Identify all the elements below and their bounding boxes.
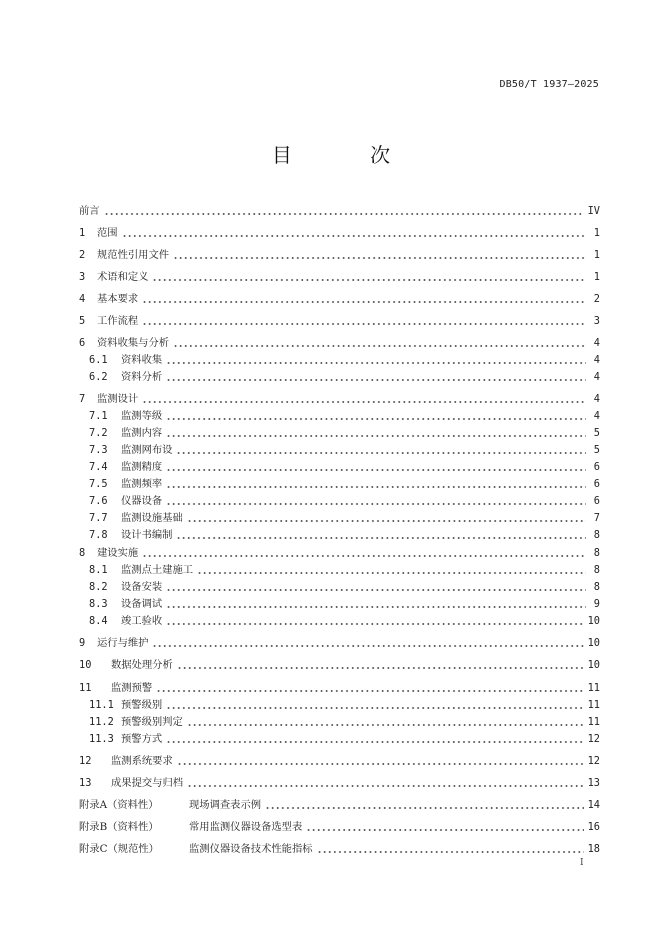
toc-entry-page: 5 [593, 427, 600, 439]
toc-entry[interactable] [89, 696, 600, 712]
toc-entry-page: 10 [587, 637, 600, 649]
toc-leader-dots [177, 667, 584, 669]
toc-entry[interactable] [79, 246, 600, 262]
toc-leader-dots [152, 645, 583, 647]
toc-entry[interactable] [79, 390, 600, 406]
toc-entry[interactable] [89, 561, 600, 577]
document-code: DB50/T 1937—2025 [499, 79, 599, 90]
toc-entry-label: 监测设计 [97, 393, 139, 405]
toc-entry-number: 7.3 [89, 444, 108, 456]
toc-leader-dots [142, 301, 586, 303]
toc-entry-label: 资料分析 [121, 371, 163, 383]
toc-leader-dots [166, 486, 586, 488]
toc-entry[interactable] [79, 679, 600, 695]
toc-entry-label: 成果提交与归档 [111, 777, 184, 789]
toc-entry-label: 设备调试 [121, 598, 163, 610]
toc-entry-number: 2 [79, 249, 86, 261]
toc-entry-number: 11 [79, 682, 92, 694]
toc-leader-dots [142, 555, 586, 557]
toc-leader-dots [317, 851, 584, 853]
toc-entry-page: 3 [593, 315, 600, 327]
toc-entry-label: 监测网布设 [121, 444, 173, 456]
toc-entry-number: 10 [79, 659, 92, 671]
toc-entry-label: 监测频率 [121, 478, 163, 490]
toc-entry-label: 常用监测仪器设备选型表 [189, 821, 303, 833]
toc-entry-number: 7.1 [89, 410, 108, 422]
toc-entry-page: 4 [593, 354, 600, 366]
toc-entry[interactable] [89, 458, 600, 474]
toc-entry-label: 设计书编制 [121, 529, 173, 541]
toc-entry-page: 2 [593, 293, 600, 305]
toc-entry-page: 18 [587, 843, 600, 855]
toc-entry-page: 16 [587, 821, 600, 833]
toc-leader-dots [166, 741, 583, 743]
toc-entry-page: 9 [593, 598, 600, 610]
toc-entry[interactable] [79, 312, 600, 328]
toc-entry-label: 范围 [97, 227, 118, 239]
toc-entry-label: 术语和定义 [97, 271, 149, 283]
toc-entry-page: 11 [587, 682, 600, 694]
toc-entry-number: 7.2 [89, 427, 108, 439]
toc-entry-number: 7.8 [89, 529, 108, 541]
toc-entry-page: 4 [593, 371, 600, 383]
toc-entry-page: 13 [587, 777, 600, 789]
toc-entry-page: 6 [593, 495, 600, 507]
toc-leader-dots [265, 807, 584, 809]
toc-entry-number: 附录A（资料性） [79, 799, 159, 811]
toc-entry-label: 竣工验收 [121, 615, 163, 627]
toc-entry-number: 7.4 [89, 461, 108, 473]
toc-entry-label: 数据处理分析 [111, 659, 173, 671]
toc-entry-label: 监测内容 [121, 427, 163, 439]
toc-entry-label: 基本要求 [97, 293, 139, 305]
toc-entry-label: 现场调查表示例 [189, 799, 262, 811]
toc-entry[interactable] [79, 752, 600, 768]
toc-entry[interactable] [89, 595, 600, 611]
page-number: I [580, 858, 584, 868]
toc-entry-number: 9 [79, 637, 86, 649]
toc-entry-number: 8.3 [89, 598, 108, 610]
page-title: 目 次 [271, 143, 427, 167]
toc-entry[interactable] [89, 509, 600, 525]
toc-entry[interactable] [89, 526, 600, 542]
toc-leader-dots [173, 257, 586, 259]
toc-entry-label: 规范性引用文件 [97, 249, 170, 261]
toc-leader-dots [122, 235, 586, 237]
toc-entry-page: 12 [587, 755, 600, 767]
toc-leader-dots [177, 763, 584, 765]
toc-entry-page: 8 [593, 564, 600, 576]
toc-entry[interactable] [89, 578, 600, 594]
toc-entry-label: 前言 [79, 205, 100, 217]
toc-entry[interactable] [89, 441, 600, 457]
toc-entry-number: 附录B（资料性） [79, 821, 159, 833]
toc-entry[interactable] [89, 612, 600, 628]
toc-leader-dots [156, 690, 583, 692]
toc-entry[interactable] [79, 202, 600, 218]
toc-entry-page: 1 [593, 227, 600, 239]
toc-entry-page: 10 [587, 659, 600, 671]
toc-entry-label: 资料收集与分析 [97, 337, 170, 349]
toc-entry-number: 6.2 [89, 371, 108, 383]
toc-entry-number: 6.1 [89, 354, 108, 366]
toc-entry-number: 11.3 [89, 733, 114, 745]
toc-entry-label: 资料收集 [121, 354, 163, 366]
toc-entry-label: 监测仪器设备技术性能指标 [189, 843, 313, 855]
toc-entry-label: 预警方式 [121, 733, 163, 745]
toc-entry[interactable] [79, 224, 600, 240]
toc-entry-page: 4 [593, 410, 600, 422]
toc-leader-dots [166, 469, 586, 471]
toc-entry-page: 8 [593, 547, 600, 559]
toc-entry-number: 12 [79, 755, 92, 767]
toc-leader-dots [176, 452, 586, 454]
toc-entry-page: 5 [593, 444, 600, 456]
toc-entry[interactable] [79, 544, 600, 560]
toc-leader-dots [142, 323, 586, 325]
toc-entry-number: 13 [79, 777, 92, 789]
toc-entry-number: 5 [79, 315, 86, 327]
toc-entry-number: 附录C（规范性） [79, 843, 159, 855]
toc-entry[interactable] [79, 840, 600, 856]
toc-entry-page: 4 [593, 393, 600, 405]
toc-entry[interactable] [79, 290, 600, 306]
toc-entry-number: 11.1 [89, 699, 114, 711]
toc-entry[interactable] [89, 407, 600, 423]
toc-entry[interactable] [89, 730, 600, 746]
toc-entry[interactable] [79, 656, 600, 672]
toc-leader-dots [176, 537, 586, 539]
toc-entry[interactable] [79, 334, 600, 350]
toc-entry[interactable] [79, 634, 600, 650]
toc-leader-dots [166, 503, 586, 505]
toc-entry-label: 工作流程 [97, 315, 139, 327]
toc-entry[interactable] [89, 368, 600, 384]
toc-leader-dots [197, 572, 586, 574]
toc-entry-label: 监测精度 [121, 461, 163, 473]
toc-entry-page: 8 [593, 581, 600, 593]
toc-entry[interactable] [79, 818, 600, 834]
toc-leader-dots [187, 724, 584, 726]
toc-entry-number: 11.2 [89, 716, 114, 728]
toc-leader-dots [166, 379, 586, 381]
toc-entry-number: 6 [79, 337, 86, 349]
toc-entry-number: 8.4 [89, 615, 108, 627]
toc-entry-page: 1 [593, 271, 600, 283]
toc-entry-label: 监测点土建施工 [121, 564, 194, 576]
toc-entry-label: 监测系统要求 [111, 755, 173, 767]
toc-leader-dots [166, 623, 583, 625]
toc-entry-label: 监测预警 [111, 682, 153, 694]
toc-leader-dots [166, 362, 586, 364]
toc-entry-page: 14 [587, 799, 600, 811]
toc-entry-label: 预警级别 [121, 699, 163, 711]
toc-leader-dots [166, 589, 586, 591]
toc-entry[interactable] [89, 713, 600, 729]
toc-entry-number: 7 [79, 393, 86, 405]
toc-leader-dots [152, 279, 586, 281]
toc-leader-dots [173, 345, 586, 347]
toc-leader-dots [166, 418, 586, 420]
toc-entry-page: 6 [593, 461, 600, 473]
toc-entry-label: 监测设施基础 [121, 512, 183, 524]
toc-entry[interactable] [79, 774, 600, 790]
toc-entry-page: 1 [593, 249, 600, 261]
toc-leader-dots [166, 707, 583, 709]
toc-entry[interactable] [89, 424, 600, 440]
toc-entry-label: 监测等级 [121, 410, 163, 422]
toc-entry-number: 8 [79, 547, 86, 559]
toc-leader-dots [142, 401, 586, 403]
toc-entry-number: 4 [79, 293, 86, 305]
toc-entry-label: 仪器设备 [121, 495, 163, 507]
toc-entry-page: 4 [593, 337, 600, 349]
toc-entry-number: 7.6 [89, 495, 108, 507]
toc-entry[interactable] [89, 475, 600, 491]
toc-entry-label: 设备安装 [121, 581, 163, 593]
toc-entry-number: 8.2 [89, 581, 108, 593]
toc-entry[interactable] [89, 492, 600, 508]
toc-entry-number: 7.7 [89, 512, 108, 524]
toc-entry-page: 10 [587, 615, 600, 627]
toc-entry[interactable] [79, 796, 600, 812]
toc-leader-dots [104, 213, 584, 215]
toc-entry-label: 运行与维护 [97, 637, 149, 649]
toc-entry-page: 8 [593, 529, 600, 541]
toc-entry-label: 预警级别判定 [121, 716, 183, 728]
toc-entry[interactable] [89, 351, 600, 367]
toc-entry-number: 1 [79, 227, 86, 239]
toc-entry-label: 建设实施 [97, 547, 139, 559]
toc-entry-number: 3 [79, 271, 86, 283]
toc-entry-page: 6 [593, 478, 600, 490]
toc-entry-number: 7.5 [89, 478, 108, 490]
toc-entry-page: 7 [593, 512, 600, 524]
toc-leader-dots [166, 606, 586, 608]
toc-entry-page: 11 [587, 699, 600, 711]
toc-leader-dots [187, 520, 586, 522]
toc-entry-page: 12 [587, 733, 600, 745]
toc-leader-dots [306, 829, 583, 831]
toc-entry-page: 11 [587, 716, 600, 728]
toc-leader-dots [166, 435, 586, 437]
toc-entry[interactable] [79, 268, 600, 284]
toc-leader-dots [187, 785, 584, 787]
toc-entry-page: IV [587, 205, 600, 217]
toc-entry-number: 8.1 [89, 564, 108, 576]
